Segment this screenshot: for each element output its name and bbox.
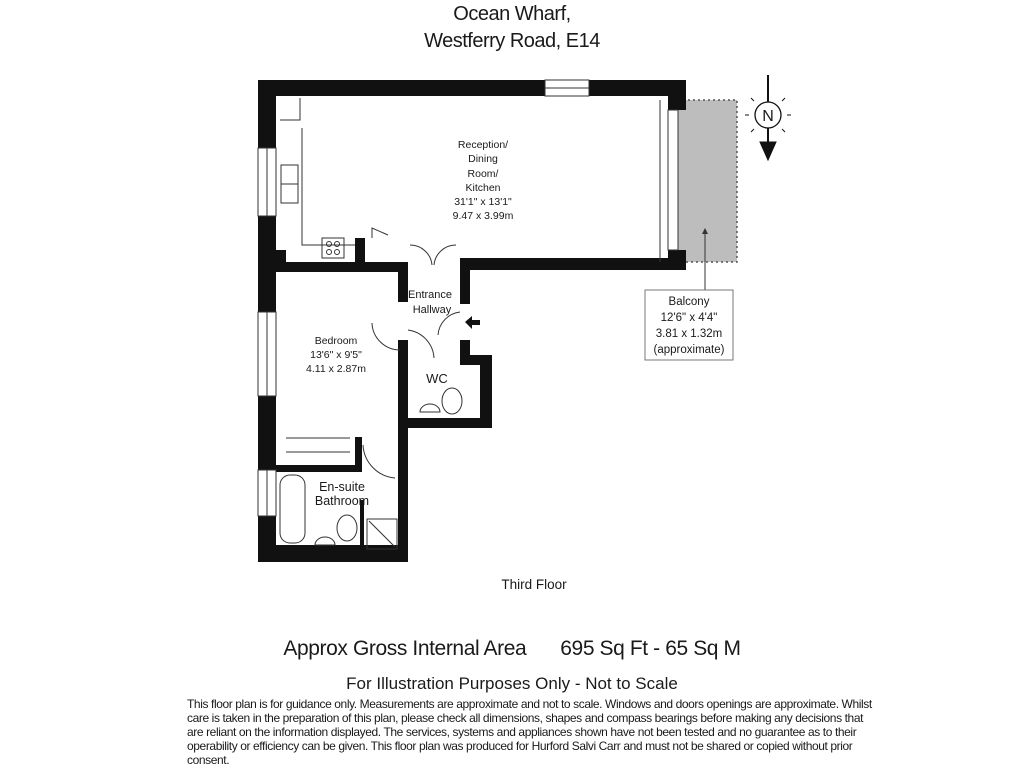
balcony-metric: 3.81 x 1.32m [655,328,723,340]
reception-name-1: Reception/ [457,139,509,151]
bedroom-name: Bedroom [314,335,358,347]
illustration-note: For Illustration Purposes Only - Not to Scale [346,674,678,693]
ensuite-name-2: Bathroom [314,494,370,508]
hallway-name-1: Entrance [407,289,453,301]
reception-name-3: Room/ [467,168,499,180]
compass-north-label: N [762,108,774,125]
disclaimer-overflow: consent. [187,753,230,767]
disclaimer-line: This floor plan is for guidance only. Measurements are approximate and not to scale. Windows and doors openings are approximate. Whilst [187,697,872,711]
entrance-arrow-icon [465,316,480,329]
reception-imperial: 31'1" x 13'1" [454,196,512,208]
disclaimer-line: care is taken in the preparation of this plan, please check all dimensions, shapes and compass bearings before making any decisions that [187,711,864,725]
wc-name: WC [426,371,448,386]
kitchen-units [280,98,388,258]
balcony-name: Balcony [668,296,710,308]
area-label: Approx Gross Internal Area [283,637,527,660]
ensuite-name-1: En-suite [319,480,365,494]
balcony-note: (approximate) [653,344,725,356]
area-value: 695 Sq Ft - 65 Sq M [560,637,741,660]
area-row [0,637,1024,661]
bedroom-imperial: 13'6" x 9'5" [310,349,362,361]
bedroom-metric: 4.11 x 2.87m [306,363,366,375]
property-address: Westferry Road, E14 [424,30,600,52]
floor-label: Third Floor [501,577,567,592]
disclaimer [187,697,872,767]
reception-metric: 9.47 x 3.99m [452,210,514,222]
hallway-name-2: Hallway [412,304,452,316]
disclaimer-line: operability or efficiency can be given. This floor plan was produced for Hurford Salvi Carr and must not be shared or copied without prior [187,739,853,753]
doors [286,245,460,478]
reception-name-2: Dining [468,153,498,165]
balcony-imperial: 12'6" x 4'4" [660,312,718,324]
reception-name-4: Kitchen [465,182,501,194]
disclaimer-line: are reliant on the information displayed. The services, systems and appliances shown have not been tested and no guarantee as to their [187,725,857,739]
property-name: Ocean Wharf, [453,3,571,25]
